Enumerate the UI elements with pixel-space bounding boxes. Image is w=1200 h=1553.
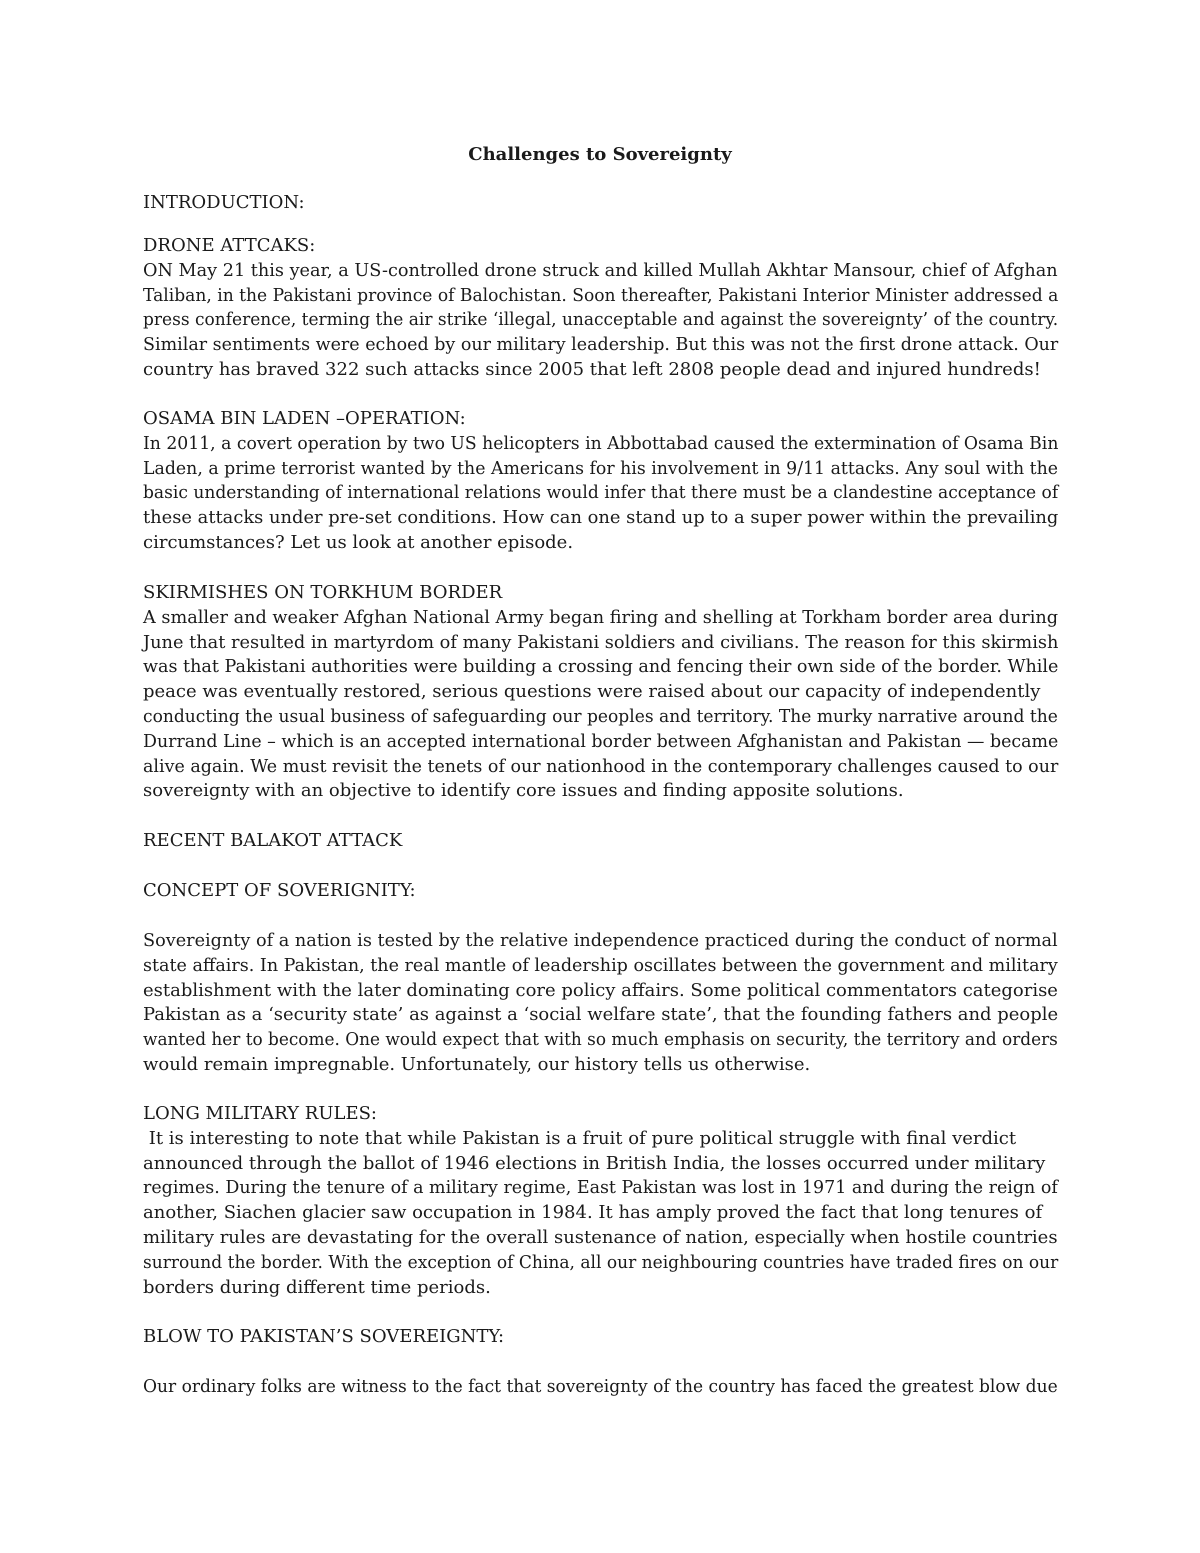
blow-section (143, 1375, 1083, 1400)
concept-section (143, 929, 1083, 1078)
torkhum-line: Durrand Line – which is an accepted international border between Afghanistan and Pakistan — became (143, 730, 1059, 752)
blow-heading (143, 1325, 1083, 1350)
military-line: another, Siachen glacier saw occupation in 1984. It has amply proved the fact that long tenures of (143, 1202, 1043, 1224)
torkhum-line: conducting the usual business of safeguarding our peoples and territory. The murky narrative around the (143, 705, 1058, 727)
drone-line: Similar sentiments were echoed by our military leadership. But this was not the first drone attack. Our (143, 334, 1059, 356)
osama-section (143, 407, 1083, 556)
blow-heading-text: BLOW TO PAKISTAN’S SOVEREIGNTY: (143, 1326, 505, 1347)
torkhum-line: A smaller and weaker Afghan National Army began firing and shelling at Torkham border area during (143, 606, 1059, 628)
military-line: It is interesting to note that while Pakistan is a fruit of pure political struggle with final verdict (143, 1127, 1017, 1149)
drone-heading: DRONE ATTCAKS: (143, 235, 316, 256)
osama-line: Laden, a prime terrorist wanted by the Americans for his involvement in 9/11 attacks. Any soul with the (143, 457, 1059, 479)
military-line: military rules are devastating for the overall sustenance of nation, especially when hostile countries (143, 1226, 1058, 1248)
torkhum-line: alive again. We must revisit the tenets of our nationhood in the contemporary challenges caused to our (143, 755, 1059, 777)
drone-section (143, 234, 1083, 383)
torkhum-heading: SKIRMISHES ON TORKHUM BORDER (143, 582, 503, 603)
military-line: regimes. During the tenure of a military regime, East Pakistan was lost in 1971 and during the reign of (143, 1177, 1058, 1199)
concept-line: wanted her to become. One would expect that with so much emphasis on security, the territory and orders (143, 1029, 1058, 1051)
blow-line: Our ordinary folks are witness to the fact that sovereignty of the country has faced the greatest blow due (143, 1376, 1058, 1397)
drone-line: press conference, terming the air strike ‘illegal, unacceptable and against the sovereignty’ of the country. (143, 309, 1059, 331)
drone-line: country has braved 322 such attacks since 2005 that left 2808 people dead and injured hundreds! (143, 358, 1041, 380)
drone-line: Taliban, in the Pakistani province of Balochistan. Soon thereafter, Pakistani Interior Minister addressed a (143, 284, 1059, 306)
torkhum-line: sovereignty with an objective to identify core issues and finding apposite solutions. (143, 780, 904, 802)
osama-line: these attacks under pre-set conditions. How can one stand up to a super power within the prevailing (143, 507, 1059, 529)
torkhum-line: June that resulted in martyrdom of many Pakistani soldiers and civilians. The reason for this skirmish (143, 631, 1059, 653)
concept-heading (143, 879, 1083, 904)
torkhum-section (143, 581, 1083, 804)
document-title: Challenges to Sovereignty (468, 144, 732, 165)
osama-line: basic understanding of international relations would infer that there must be a clandestine acceptance of (143, 482, 1059, 504)
military-section (143, 1102, 1083, 1300)
osama-line: circumstances? Let us look at another episode. (143, 531, 574, 553)
military-line: borders during different time periods. (143, 1276, 491, 1298)
concept-line: Sovereignty of a nation is tested by the relative independence practiced during the conduct of normal (143, 930, 1058, 951)
introduction-heading-text: INTRODUCTION: (143, 192, 305, 213)
osama-line: In 2011, a covert operation by two US helicopters in Abbottabad caused the extermination of Osama Bin (143, 432, 1059, 454)
concept-line: would remain impregnable. Unfortunately, our history tells us otherwise. (143, 1053, 811, 1075)
osama-heading: OSAMA BIN LADEN –OPERATION: (143, 408, 466, 429)
drone-line: ON May 21 this year, a US-controlled drone struck and killed Mullah Akhtar Mansour, chief of Afghan (143, 259, 1058, 281)
concept-heading-text: CONCEPT OF SOVERIGNITY: (143, 880, 416, 901)
military-line: surround the border. With the exception of China, all our neighbouring countries have traded fires on our (143, 1251, 1059, 1273)
balakot-heading-text: RECENT BALAKOT ATTACK (143, 830, 403, 851)
military-heading: LONG MILITARY RULES: (143, 1103, 377, 1124)
torkhum-line: peace was eventually restored, serious questions were raised about our capacity of independently (143, 681, 1041, 703)
concept-line: establishment with the later dominating core policy affairs. Some political commentators categorise (143, 979, 1058, 1001)
balakot-heading (143, 829, 1083, 854)
concept-line: state affairs. In Pakistan, the real mantle of leadership oscillates between the government and military (143, 954, 1058, 976)
torkhum-line: was that Pakistani authorities were building a crossing and fencing their own side of the border. While (143, 656, 1059, 678)
military-line: announced through the ballot of 1946 elections in British India, the losses occurred under military (143, 1152, 1046, 1174)
introduction-heading (143, 191, 1083, 216)
concept-line: Pakistan as a ‘security state’ as against a ‘social welfare state’, that the founding fathers and people (143, 1004, 1059, 1026)
